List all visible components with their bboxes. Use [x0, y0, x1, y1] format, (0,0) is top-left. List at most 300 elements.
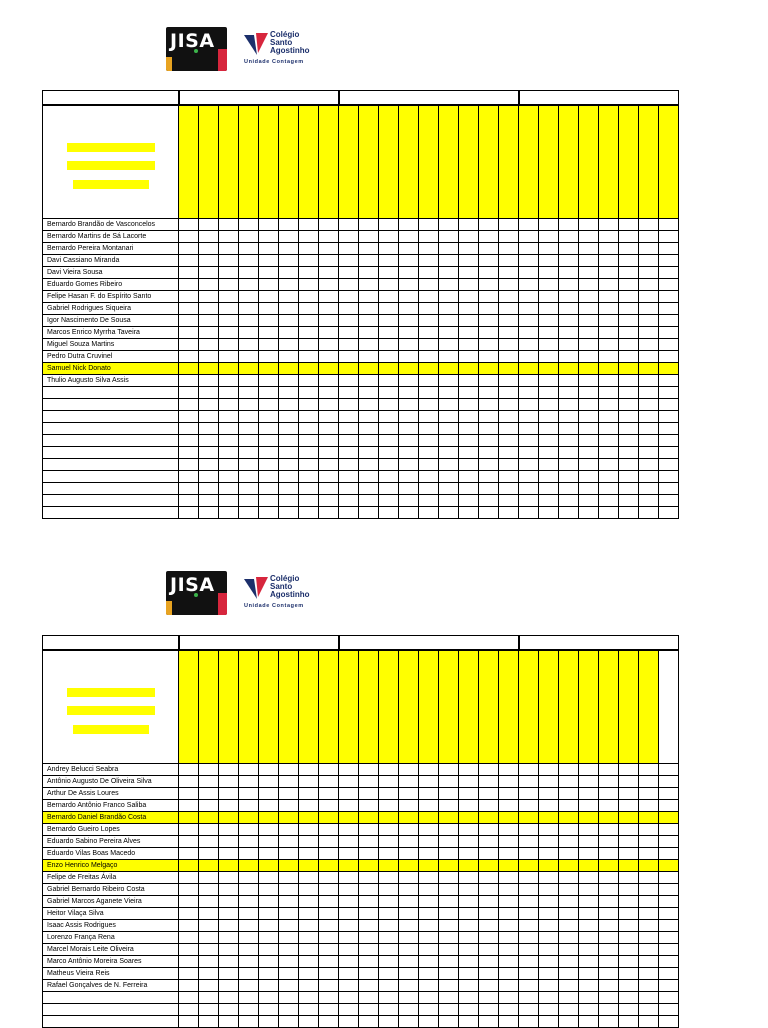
grade-cell — [179, 255, 199, 267]
grade-cell — [439, 375, 459, 387]
grade-cell — [539, 363, 559, 375]
grade-cell — [239, 255, 259, 267]
grade-cell — [239, 243, 259, 255]
grade-cell — [539, 908, 559, 920]
grade-cell — [479, 447, 499, 459]
grade-cell — [419, 800, 439, 812]
grade-cell — [179, 872, 199, 884]
grade-cell — [539, 399, 559, 411]
grade-cell — [579, 459, 599, 471]
grade-cell — [259, 872, 279, 884]
grade-cell — [279, 471, 299, 483]
grade-cell — [419, 932, 439, 944]
grade-cell — [499, 375, 519, 387]
grade-cell — [379, 812, 399, 824]
table-row — [43, 423, 679, 435]
subject-header-cell — [199, 650, 219, 764]
grade-cell — [379, 351, 399, 363]
grade-cell — [479, 483, 499, 495]
grade-cell — [179, 411, 199, 423]
grade-cell — [279, 884, 299, 896]
grade-cell — [499, 291, 519, 303]
grade-cell — [339, 459, 359, 471]
grade-cell — [279, 932, 299, 944]
subject-header-cell — [359, 650, 379, 764]
table-row — [43, 279, 679, 291]
subject-header-cell — [419, 650, 439, 764]
grade-cell — [659, 872, 679, 884]
grade-cell — [659, 387, 679, 399]
grade-cell — [299, 399, 319, 411]
grade-cell — [459, 339, 479, 351]
student-name: Bernardo Martins de Sá Lacorte — [43, 231, 179, 243]
grade-cell — [659, 435, 679, 447]
grade-cell — [219, 291, 239, 303]
grade-cell — [559, 968, 579, 980]
subject-header-cell — [659, 105, 679, 219]
grade-cell — [379, 800, 399, 812]
grade-cell — [239, 944, 259, 956]
grade-cell — [299, 788, 319, 800]
grade-cell — [579, 836, 599, 848]
grade-cell — [479, 363, 499, 375]
school-name: Colégio Santo Agostinho — [270, 574, 310, 599]
grade-cell — [459, 219, 479, 231]
grade-cell — [599, 824, 619, 836]
grade-cell — [219, 267, 239, 279]
grade-cell — [599, 920, 619, 932]
grade-cell — [599, 399, 619, 411]
grade-cell — [599, 956, 619, 968]
grade-cell — [639, 956, 659, 968]
grade-cell — [239, 447, 259, 459]
grade-cell — [439, 435, 459, 447]
grade-cell — [619, 908, 639, 920]
grade-cell — [259, 483, 279, 495]
student-name — [43, 447, 179, 459]
grade-cell — [479, 495, 499, 507]
grade-cell — [339, 315, 359, 327]
grade-cell — [199, 495, 219, 507]
grade-cell — [239, 992, 259, 1004]
grade-cell — [439, 315, 459, 327]
grade-cell — [619, 896, 639, 908]
grade-cell — [639, 944, 659, 956]
grade-cell — [579, 980, 599, 992]
grade-cell — [419, 507, 439, 519]
grade-cell — [559, 291, 579, 303]
grade-cell — [279, 848, 299, 860]
grade-cell — [639, 435, 659, 447]
grade-cell — [179, 944, 199, 956]
grade-cell — [319, 824, 339, 836]
grade-cell — [219, 956, 239, 968]
grade-cell — [499, 920, 519, 932]
grade-cell — [419, 399, 439, 411]
grade-cell — [539, 800, 559, 812]
grade-cell — [479, 243, 499, 255]
grade-cell — [359, 399, 379, 411]
grade-cell — [619, 459, 639, 471]
grade-cell — [639, 824, 659, 836]
grade-cell — [219, 495, 239, 507]
grade-cell — [539, 375, 559, 387]
grade-cell — [339, 944, 359, 956]
grade-cell — [639, 387, 659, 399]
jisa-logo-icon: JISA — [166, 27, 227, 71]
grade-cell — [519, 507, 539, 519]
grade-cell — [479, 920, 499, 932]
grade-cell — [619, 495, 639, 507]
grade-cell — [579, 387, 599, 399]
grade-cell — [639, 836, 659, 848]
grade-cell — [239, 507, 259, 519]
student-name — [43, 471, 179, 483]
grade-cell — [459, 435, 479, 447]
grade-cell — [639, 339, 659, 351]
grade-cell — [219, 776, 239, 788]
grade-cell — [559, 255, 579, 267]
grade-cell — [579, 243, 599, 255]
grade-cell — [419, 459, 439, 471]
grade-cell — [199, 968, 219, 980]
grade-cell — [559, 351, 579, 363]
grade-cell — [399, 411, 419, 423]
grade-cell — [319, 399, 339, 411]
grade-cell — [419, 363, 439, 375]
grade-cell — [379, 908, 399, 920]
grade-cell — [559, 812, 579, 824]
grade-cell — [379, 327, 399, 339]
grade-cell — [519, 387, 539, 399]
grade-cell — [519, 447, 539, 459]
grade-cell — [279, 399, 299, 411]
grade-cell — [559, 944, 579, 956]
grade-cell — [259, 896, 279, 908]
grade-cell — [359, 788, 379, 800]
grade-cell — [619, 1016, 639, 1028]
grade-cell — [639, 255, 659, 267]
grade-cell — [419, 1004, 439, 1016]
grade-cell — [619, 872, 639, 884]
grade-cell — [559, 788, 579, 800]
grade-cell — [419, 956, 439, 968]
grade-cell — [339, 872, 359, 884]
group-header-cell — [519, 636, 679, 651]
grade-cell — [299, 471, 319, 483]
grade-cell — [359, 363, 379, 375]
grade-cell — [379, 507, 399, 519]
grade-cell — [359, 896, 379, 908]
subject-header-cell — [239, 105, 259, 219]
subject-header-cell — [339, 105, 359, 219]
grade-cell — [179, 279, 199, 291]
grade-cell — [559, 363, 579, 375]
grade-cell — [339, 339, 359, 351]
grade-cell — [379, 992, 399, 1004]
grade-cell — [259, 255, 279, 267]
grade-cell — [439, 483, 459, 495]
grade-cell — [199, 243, 219, 255]
grade-cell — [659, 836, 679, 848]
grade-cell — [319, 788, 339, 800]
grade-cell — [519, 279, 539, 291]
grade-cell — [479, 339, 499, 351]
grade-cell — [539, 327, 559, 339]
grade-cell — [499, 992, 519, 1004]
grade-cell — [539, 315, 559, 327]
grade-cell — [259, 860, 279, 872]
grade-cell — [519, 351, 539, 363]
grade-cell — [459, 1004, 479, 1016]
grade-cell — [579, 303, 599, 315]
student-name — [43, 495, 179, 507]
grade-cell — [359, 764, 379, 776]
grade-cell — [199, 315, 219, 327]
grade-cell — [599, 327, 619, 339]
grade-cell — [419, 411, 439, 423]
grade-cell — [399, 980, 419, 992]
grade-cell — [619, 920, 639, 932]
grade-cell — [199, 944, 219, 956]
grade-cell — [459, 387, 479, 399]
grade-cell — [259, 1004, 279, 1016]
grade-cell — [299, 764, 319, 776]
table-row — [43, 992, 679, 1004]
grade-cell — [539, 495, 559, 507]
grade-cell — [359, 848, 379, 860]
grade-cell — [339, 824, 359, 836]
grade-cell — [479, 351, 499, 363]
grade-cell — [539, 872, 559, 884]
subject-header-cell — [259, 105, 279, 219]
grade-cell — [439, 399, 459, 411]
grade-cell — [499, 1016, 519, 1028]
table-row — [43, 399, 679, 411]
grade-cell — [259, 411, 279, 423]
grade-cell — [279, 411, 299, 423]
grade-cell — [259, 944, 279, 956]
grade-cell — [539, 836, 559, 848]
grade-cell — [239, 872, 259, 884]
grade-cell — [539, 255, 559, 267]
table-row — [43, 351, 679, 363]
grade-cell — [359, 267, 379, 279]
grade-cell — [559, 267, 579, 279]
grade-cell — [319, 255, 339, 267]
grade-cell — [279, 1016, 299, 1028]
grade-cell — [519, 932, 539, 944]
group-header-cell — [339, 636, 519, 651]
grade-cell — [339, 219, 359, 231]
grade-cell — [539, 507, 559, 519]
student-name: Davi Cassiano Miranda — [43, 255, 179, 267]
table-row — [43, 327, 679, 339]
grade-cell — [319, 231, 339, 243]
grade-cell — [499, 848, 519, 860]
grade-cell — [399, 836, 419, 848]
grade-cell — [419, 836, 439, 848]
table-row — [43, 291, 679, 303]
grade-cell — [179, 327, 199, 339]
grade-cell — [419, 788, 439, 800]
grade-cell — [279, 387, 299, 399]
grade-cell — [299, 219, 319, 231]
grade-cell — [199, 255, 219, 267]
grade-cell — [479, 908, 499, 920]
grade-cell — [519, 884, 539, 896]
grade-cell — [499, 423, 519, 435]
table-row — [43, 884, 679, 896]
table-row — [43, 812, 679, 824]
grade-cell — [499, 776, 519, 788]
grade-cell — [479, 884, 499, 896]
grade-cell — [459, 267, 479, 279]
grade-cell — [519, 992, 539, 1004]
grade-cell — [379, 872, 399, 884]
grade-cell — [339, 411, 359, 423]
grade-cell — [219, 1004, 239, 1016]
grade-cell — [499, 351, 519, 363]
grade-cell — [479, 399, 499, 411]
grade-cell — [459, 968, 479, 980]
grade-cell — [619, 255, 639, 267]
subject-header-cell — [559, 650, 579, 764]
grade-cell — [499, 932, 519, 944]
grade-cell — [179, 219, 199, 231]
grade-cell — [519, 788, 539, 800]
grade-cell — [579, 435, 599, 447]
grade-cell — [459, 908, 479, 920]
grade-cell — [619, 932, 639, 944]
grade-cell — [259, 435, 279, 447]
name-header-cell — [43, 650, 179, 764]
grade-cell — [419, 267, 439, 279]
grade-cell — [339, 291, 359, 303]
grade-cell — [219, 243, 239, 255]
grade-cell — [219, 932, 239, 944]
grade-cell — [219, 447, 239, 459]
grade-cell — [639, 351, 659, 363]
table-row — [43, 860, 679, 872]
grade-cell — [379, 764, 399, 776]
grade-cell — [179, 267, 199, 279]
grade-cell — [419, 339, 439, 351]
table-row — [43, 303, 679, 315]
grade-cell — [199, 836, 219, 848]
grade-cell — [219, 303, 239, 315]
grade-cell — [539, 471, 559, 483]
grade-cell — [519, 896, 539, 908]
grade-cell — [219, 315, 239, 327]
grade-cell — [439, 351, 459, 363]
grade-cell — [179, 351, 199, 363]
grade-cell — [259, 776, 279, 788]
grade-cell — [639, 908, 659, 920]
grade-cell — [559, 884, 579, 896]
grade-cell — [199, 1004, 219, 1016]
grade-cell — [439, 363, 459, 375]
grade-cell — [479, 315, 499, 327]
grade-cell — [379, 884, 399, 896]
grade-cell — [539, 896, 559, 908]
grade-cell — [559, 872, 579, 884]
grade-cell — [199, 399, 219, 411]
grade-cell — [279, 423, 299, 435]
grade-cell — [399, 231, 419, 243]
grade-cell — [659, 812, 679, 824]
grade-cell — [559, 399, 579, 411]
grade-cell — [419, 423, 439, 435]
grade-cell — [599, 980, 619, 992]
grade-cell — [599, 471, 619, 483]
grade-cell — [639, 860, 659, 872]
grade-cell — [579, 860, 599, 872]
grade-cell — [359, 884, 379, 896]
grade-cell — [359, 944, 379, 956]
grade-cell — [659, 351, 679, 363]
grade-cell — [499, 956, 519, 968]
grade-cell — [439, 764, 459, 776]
grade-cell — [519, 1004, 539, 1016]
grade-cell — [659, 471, 679, 483]
grade-cell — [199, 776, 219, 788]
student-name: Heitor Vilaça Silva — [43, 908, 179, 920]
grade-cell — [219, 944, 239, 956]
subject-header-cell — [319, 650, 339, 764]
grade-cell — [299, 872, 319, 884]
grade-cell — [339, 908, 359, 920]
grade-cell — [599, 231, 619, 243]
grade-cell — [319, 315, 339, 327]
grade-cell — [519, 219, 539, 231]
grade-cell — [399, 219, 419, 231]
grade-cell — [399, 992, 419, 1004]
grade-cell — [399, 1004, 419, 1016]
grade-cell — [659, 243, 679, 255]
grade-cell — [659, 968, 679, 980]
grade-cell — [499, 303, 519, 315]
grade-cell — [299, 351, 319, 363]
student-name: Miguel Souza Martins — [43, 339, 179, 351]
grade-cell — [199, 908, 219, 920]
grade-cell — [219, 824, 239, 836]
grade-cell — [599, 776, 619, 788]
grade-cell — [379, 776, 399, 788]
grade-cell — [579, 968, 599, 980]
grade-cell — [519, 1016, 539, 1028]
grade-cell — [659, 495, 679, 507]
grade-cell — [619, 776, 639, 788]
grade-cell — [419, 303, 439, 315]
grade-cell — [279, 255, 299, 267]
grade-cell — [359, 824, 379, 836]
grade-cell — [459, 375, 479, 387]
grade-cell — [599, 423, 619, 435]
table-row — [43, 435, 679, 447]
grade-cell — [239, 980, 259, 992]
grade-cell — [479, 267, 499, 279]
grade-cell — [199, 812, 219, 824]
grade-cell — [259, 812, 279, 824]
grade-cell — [299, 776, 319, 788]
grade-cell — [439, 968, 459, 980]
grade-cell — [579, 944, 599, 956]
grade-cell — [379, 980, 399, 992]
grade-cell — [179, 800, 199, 812]
grade-cell — [199, 411, 219, 423]
grade-cell — [619, 968, 639, 980]
